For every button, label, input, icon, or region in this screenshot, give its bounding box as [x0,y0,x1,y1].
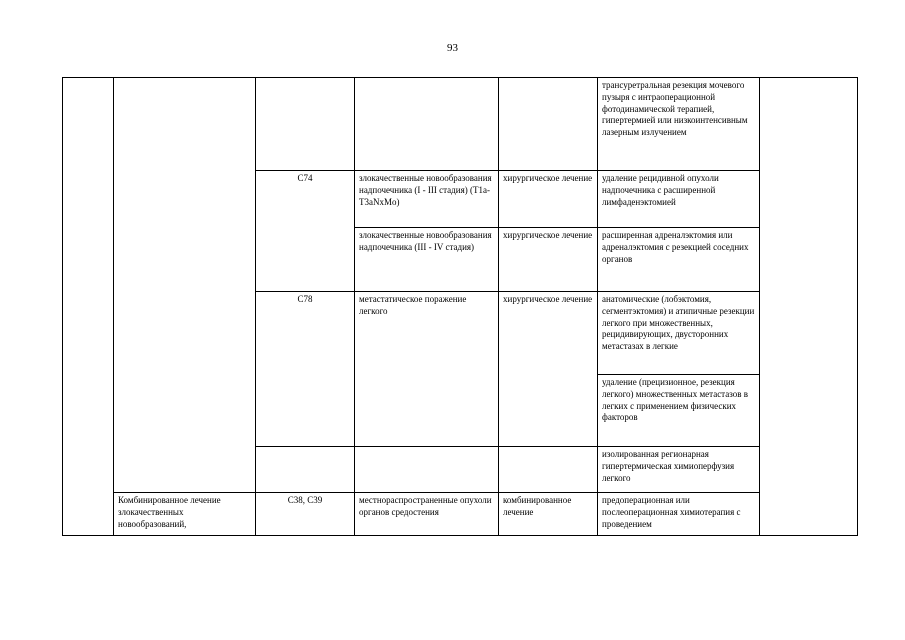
method-cell: предоперационная или послеоперационная химиотерапия с проведением [598,493,760,536]
model-cell: местнораспространенные опухоли органов средостения [355,493,499,536]
model-cell: метастатическое поражение легкого [355,292,499,447]
table-row [63,78,858,171]
page-number: 93 [447,42,458,54]
treatment-cell [499,447,598,493]
method-cell: анатомические (лобэктомия, сегментэктомия) и атипичные резекции легкого при множественных, рецидивирующих, двусторонних метастазах в легкие [598,292,760,375]
method-cell: удаление рецидивной опухоли надпочечника с расширенной лимфаденэктомией [598,171,760,228]
model-cell [355,78,499,171]
cost-cell [760,78,858,536]
treatment-cell: хирургическое лечение [499,228,598,292]
code-cell: C74 [256,171,355,292]
method-cell: трансуретральная резекция мочевого пузыря с интраоперационной фотодинамической терапией, гипертермией или низкоинтенсивным лазерным излучением [598,78,760,171]
table-row [63,493,858,536]
method-cell: удаление (прецизионное, резекция легкого) множественных метастазов в легких с применением физических факторов [598,375,760,447]
care-type-cell [114,78,256,493]
code-cell: C38, C39 [256,493,355,536]
treatment-cell: хирургическое лечение [499,171,598,228]
medical-care-table [62,77,858,536]
care-type-cell: Комбинированное лечение злокачественных новообразований, [114,493,256,536]
model-cell [355,447,499,493]
code-cell [256,447,355,493]
method-cell: расширенная адреналэктомия или адреналэктомия с резекцией соседних органов [598,228,760,292]
treatment-cell [499,78,598,171]
code-cell: C78 [256,292,355,447]
model-cell: злокачественные новообразования надпочечника (I - III стадия) (T1a-T3aNxMo) [355,171,499,228]
treatment-cell: хирургическое лечение [499,292,598,447]
code-cell [256,78,355,171]
model-cell: злокачественные новообразования надпочечника (III - IV стадия) [355,228,499,292]
treatment-cell: комбинированное лечение [499,493,598,536]
method-cell: изолированная регионарная гипертермическая химиоперфузия легкого [598,447,760,493]
number-cell [63,78,114,536]
